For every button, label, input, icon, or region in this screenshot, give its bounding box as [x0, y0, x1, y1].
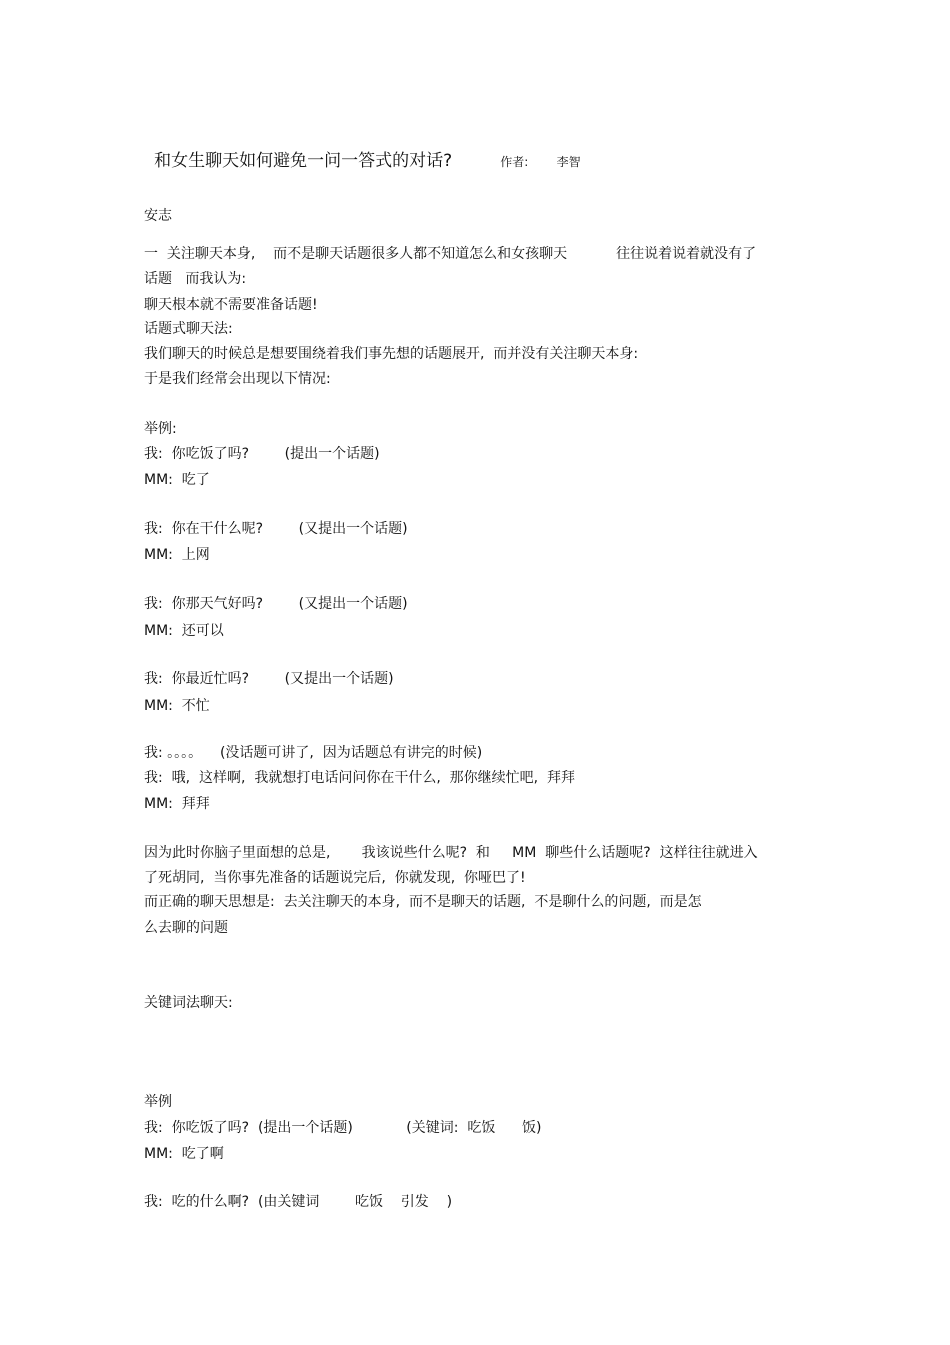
paragraph-line: 话题式聊天法:: [144, 321, 233, 337]
dialogue-line: 我: 。。。。 (没话题可讲了, 因为话题总有讲完的时候): [144, 745, 483, 761]
section-heading: 安志: [144, 208, 172, 224]
paragraph-line: 我们聊天的时候总是想要围绕着我们事先想的话题展开, 而并没有关注聊天本身:: [144, 346, 639, 362]
dialogue-line: MM: 不忙: [144, 698, 210, 714]
example-heading: 举例:: [144, 421, 177, 437]
dialogue-line: 我: 你在干什么呢? (又提出一个话题): [144, 521, 408, 537]
dialogue-line: MM: 吃了啊: [144, 1146, 224, 1162]
dialogue-line: 我: 你吃饭了吗? (提出一个话题): [144, 446, 380, 462]
paragraph-line: 而正确的聊天思想是: 去关注聊天的本身, 而不是聊天的话题, 不是聊什么的问题, 而是怎: [144, 894, 702, 910]
dialogue-line: MM: 拜拜: [144, 796, 210, 812]
paragraph-line: 聊天根本就不需要准备话题!: [144, 297, 318, 313]
author-name: 李智: [556, 155, 581, 169]
dialogue-line: 我: 你那天气好吗? (又提出一个话题): [144, 596, 408, 612]
example-heading: 举例: [144, 1094, 172, 1110]
dialogue-line: 我: 哦, 这样啊, 我就想打电话问问你在干什么, 那你继续忙吧, 拜拜: [144, 770, 576, 786]
paragraph-line: 因为此时你脑子里面想的总是, 我该说些什么呢? 和 MM 聊些什么话题呢? 这样往往就进入: [144, 845, 758, 861]
paragraph-line: 话题 而我认为:: [144, 271, 247, 287]
title-row: [144, 130, 581, 174]
paragraph-line: 于是我们经常会出现以下情况:: [144, 371, 331, 387]
dialogue-line: 我: 你最近忙吗? (又提出一个话题): [144, 671, 394, 687]
section-heading: 关键词法聊天:: [144, 995, 233, 1011]
dialogue-line: 我: 吃的什么啊? (由关键词 吃饭 引发 ): [144, 1194, 453, 1210]
dialogue-line: MM: 上网: [144, 547, 210, 563]
paragraph-line: 么去聊的问题: [144, 920, 228, 936]
paragraph-line: 了死胡同, 当你事先准备的话题说完后, 你就发现, 你哑巴了!: [144, 870, 526, 886]
author-label: 作者:: [500, 155, 529, 169]
dialogue-line: 我: 你吃饭了吗? (提出一个话题) (关键词: 吃饭 饭): [144, 1120, 542, 1136]
dialogue-line: MM: 吃了: [144, 472, 210, 488]
paragraph-line: 一 关注聊天本身, 而不是聊天话题很多人都不知道怎么和女孩聊天 往往说着说着就没有了: [144, 246, 757, 262]
dialogue-line: MM: 还可以: [144, 623, 224, 639]
document-title: 和女生聊天如何避免一问一答式的对话?: [154, 151, 453, 171]
